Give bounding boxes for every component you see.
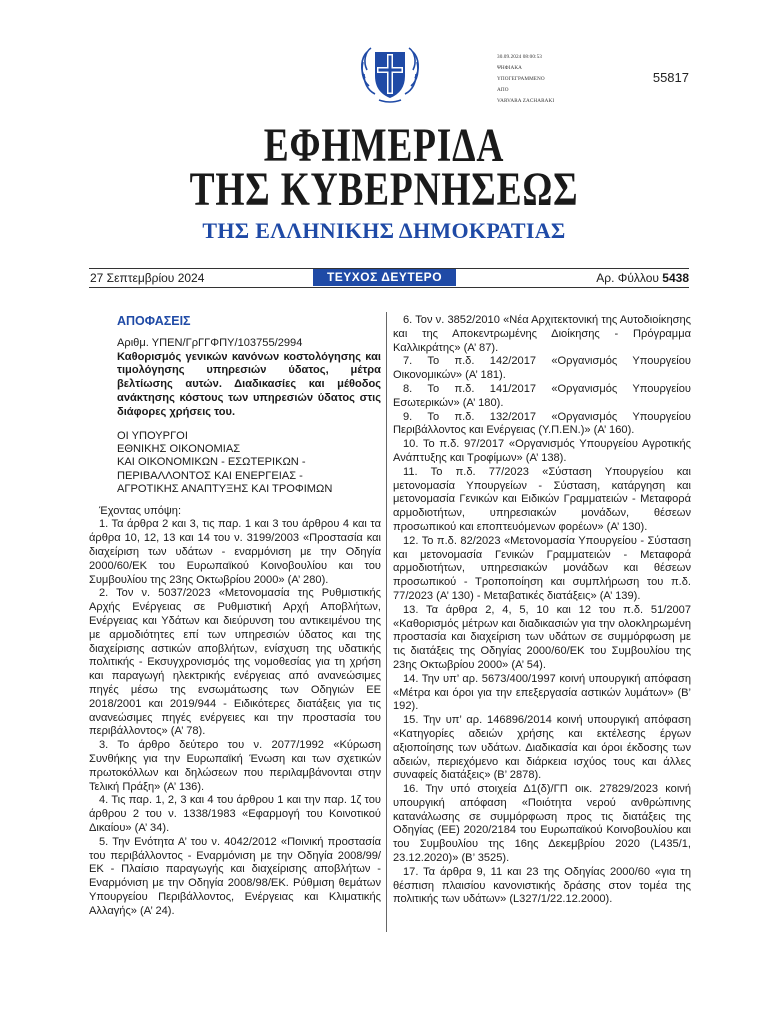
digital-signature-stamp: 30.09.2024 08:00:53 ΨΗΦΙΑΚΑ ΥΠΟΓΕΓΡΑΜΜΕΝΟ ΑΠΟ VARVARA ZACHARAKI bbox=[497, 54, 555, 104]
preamble-item: 3. Το άρθρο δεύτερο του ν. 2077/1992 «Κύρωση Συνθήκης για την Ευρωπαϊκή Ένωση και των σχετικών πρωτοκόλλων και δηλώσεων που περιλαμβάνονται στην Τελική Πράξη» (Α’ 136). bbox=[89, 739, 381, 793]
issue-date: 27 Σεπτεμβρίου 2024 bbox=[90, 271, 205, 285]
preamble-intro: Έχοντας υπόψη: bbox=[99, 504, 182, 517]
header-bottom-rule bbox=[89, 287, 689, 288]
preamble-item: 6. Τον ν. 3852/2010 «Νέα Αρχιτεκτονική της Αυτοδιοίκησης και της Αποκεντρωμένης Διοίκησης - Πρόγραμμα Καλλικράτης» (Α’ 87). bbox=[393, 314, 691, 354]
preamble-item: 16. Την υπό στοιχεία Δ1(δ)/ΓΠ οικ. 27829/2023 κοινή υπουργική απόφαση «Ποιότητα νερού ανθρώπινης κατανάλωσης σε συμμόρφωση προς τις διατάξεις της Οδηγίας (ΕΕ) 2020/2184 του Ευρωπαϊκού Κοινοβουλίου και του Συμβουλίου της 16ης Δεκεμβρίου 2020 (L435/1, 23.12.2020)» (Β’ 3525). bbox=[393, 783, 691, 865]
preamble-item: 10. Το π.δ. 97/2017 «Οργανισμός Υπουργείου Αγροτικής Ανάπτυξης και Τροφίμων» (Α’ 138). bbox=[393, 438, 691, 464]
preamble-item: 1. Τα άρθρα 2 και 3, τις παρ. 1 και 3 του άρθρου 4 και τα άρθρα 10, 12, 13 και 14 του ν. 3199/2003 «Προστασία και διαχείριση των υδάτων - εναρμόνιση με την Οδηγία 2000/60/ΕΚ του Ευρωπαϊκού Κοινοβουλίου και του Συμβουλίου της 23ης Οκτωβρίου 2000» (Α’ 280). bbox=[89, 518, 381, 586]
sheet-number: Αρ. Φύλλου 5438 bbox=[596, 271, 689, 285]
left-column bbox=[89, 314, 381, 919]
page-number: 55817 bbox=[652, 70, 689, 85]
preamble-item: 17. Τα άρθρα 9, 11 και 23 της Οδηγίας 2000/60 «για τη θέσπιση πλαισίου κανονιστικής δράσης στον τομέα της πολιτικής των υδάτων» (L327/1/22.12.2000). bbox=[393, 865, 691, 906]
section-heading: ΑΠΟΦΑΣΕΙΣ bbox=[117, 314, 191, 328]
preamble-item: 9. Το π.δ. 132/2017 «Οργανισμός Υπουργείου Περιβάλλοντος και Ενέργειας (Υ.Π.ΕΝ.)» (Α’ 160). bbox=[393, 410, 691, 437]
preamble-item: 7. Το π.δ. 142/2017 «Οργανισμός Υπουργείου Οικονομικών» (Α’ 181). bbox=[393, 355, 691, 382]
masthead-subtitle: ΤΗΣ ΕΛΛΗΝΙΚΗΣ ΔΗΜΟΚΡΑΤΙΑΣ bbox=[202, 218, 566, 243]
greek-coat-of-arms-emblem bbox=[357, 40, 423, 106]
preamble-item: 5. Την Ενότητα Α’ του ν. 4042/2012 «Ποινική προστασία του περιβάλλοντος - Εναρμόνιση με την Οδηγία 2008/99/ΕΚ - Πλαίσιο παραγωγής και διαχείρισης αποβλήτων - Εναρμόνιση με την Οδηγία 2008/98/ΕΚ. Ρύθμιση θεμάτων Υπουργείου Περιβάλλοντος, Ενέργειας και Κλιματικής Αλλαγής» (Α’ 24). bbox=[89, 835, 381, 917]
decision-reference: Αριθμ. ΥΠΕΝ/ΓρΓΓΦΠΥ/103755/2994 bbox=[117, 336, 303, 349]
column-divider bbox=[386, 312, 387, 932]
preamble-item: 4. Τις παρ. 1, 2, 3 και 4 του άρθρου 1 και την παρ. 1ζ του άρθρου 2 του ν. 1338/1983 «Εφαρμογή του Κοινοτικού Δικαίου» (Α’ 34). bbox=[89, 794, 381, 834]
masthead-title-line1: ΕΦΗΜΕΡΙΔΑ bbox=[263, 119, 505, 172]
series-badge: ΤΕΥΧΟΣ ΔΕΥΤΕΡΟ bbox=[313, 269, 456, 286]
preamble-item: 15. Την υπ’ αρ. 146896/2014 κοινή υπουργική απόφαση «Κατηγορίες αδειών χρήσης και εκτέλεσης έργων αξιοποίησης των υδάτων. Διαδικασία και όροι έκδοσης των αδειών, περιεχόμενο και διάρκεια ισχύος τους και άλλες συναφείς διατάξεις» (Β’ 2878). bbox=[393, 714, 691, 782]
preamble-item: 12. Το π.δ. 82/2023 «Μετονομασία Υπουργείου - Σύσταση και μετονομασία Γενικών Γραμματειών - Μεταφορά αρμοδιοτήτων, υπηρεσιακών μονάδων και θέσεων προσωπικού - Τροποποίηση και συμπλήρωση του π.δ. 77/2023 (Α’ 130) - Μεταβατικές διατάξεις» (Α’ 139). bbox=[393, 534, 691, 602]
preamble-item: 2. Τον ν. 5037/2023 «Μετονομασία της Ρυθμιστικής Αρχής Ενέργειας σε Ρυθμιστική Αρχή Αποβλήτων, Ενέργειας και Υδάτων και διεύρυνση του αντικειμένου της με αρμοδιότητες επί των υπηρεσιών ύδατος και της διαχείρισης αστικών αποβλήτων, ενίσχυση της υδατικής πολιτικής - Εκσυγχρονισμός της νομοθεσίας για τη χρήση και παραγωγή ηλεκτρικής ενέργειας από ανανεώσιμες πηγές μέσω της ενσωμάτωσης των Οδηγιών ΕΕ 2018/2001 και 2019/944 - Ειδικότερες διατάξεις για τις ανανεώσιμες πηγές ενέργειες και την προστασία του περιβάλλοντος» (Α’ 78). bbox=[89, 587, 381, 738]
decision-title: Καθορισμός γενικών κανόνων κοστολόγησης και τιμολόγησης υπηρεσιών ύδατος, μέτρα βελτίωσης αυτών. Διαδικασίες και μέθοδος ανάκτησης κόστους των υπηρεσιών ύδατος στις διάφορες χρήσεις του. bbox=[117, 350, 381, 418]
masthead-title-line2: ΤΗΣ ΚΥΒΕΡΝΗΣΕΩΣ bbox=[189, 163, 579, 216]
preamble-item: 8. Το π.δ. 141/2017 «Οργανισμός Υπουργείου Εσωτερικών» (Α’ 180). bbox=[393, 382, 691, 409]
preamble-item: 11. Το π.δ. 77/2023 «Σύσταση Υπουργείου και μετονομασία Υπουργείων - Σύσταση, κατάργηση και μετονομασία Γενικών και Ειδικών Γραμματειών - Μεταφορά αρμοδιοτήτων, υπηρεσιακών μονάδων, θέσεων προσωπικού και εποπτευόμενων φορέων» (Α’ 130). bbox=[393, 465, 691, 533]
preamble-item: 13. Τα άρθρα 2, 4, 5, 10 και 12 του π.δ. 51/2007 «Καθορισμός μέτρων και διαδικασιών για την ολοκληρωμένη προστασία και διαχείριση των υδάτων σε συμμόρφωση με τις διατάξεις της Οδηγίας 2000/60/ΕΚ του Συμβουλίου της 23ης Οκτωβρίου 2000» (Α’ 54). bbox=[393, 603, 691, 671]
issuing-authority: ΟΙ ΥΠΟΥΡΓΟΙ ΕΘΝΙΚΗΣ ΟΙΚΟΝΟΜΙΑΣ ΚΑΙ ΟΙΚΟΝΟΜΙΚΩΝ - ΕΣΩΤΕΡΙΚΩΝ - ΠΕΡΙΒΑΛΛΟΝΤΟΣ ΚΑΙ ΕΝΕΡΓΕΙΑΣ - ΑΓΡΟΤΙΚΗΣ ΑΝΑΠΤΥΞΗΣ ΚΑΙ ΤΡΟΦΙΜΩΝ bbox=[117, 429, 333, 496]
preamble-item: 14. Την υπ’ αρ. 5673/400/1997 κοινή υπουργική απόφαση «Μέτρα και όροι για την επεξεργασία αστικών λυμάτων» (Β’ 192). bbox=[393, 672, 691, 713]
right-column bbox=[393, 314, 691, 907]
